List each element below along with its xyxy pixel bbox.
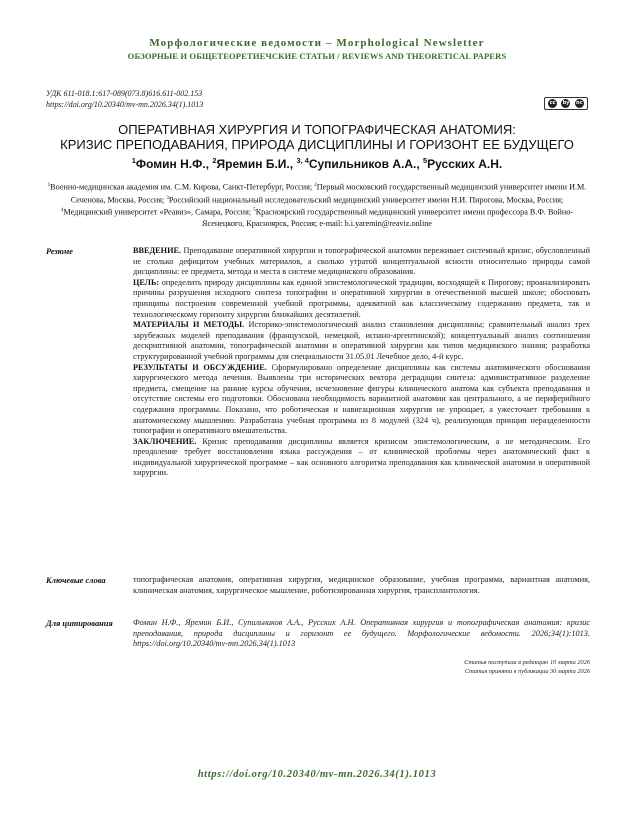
author: Фомин Н.Ф., [135, 157, 210, 171]
title-line-2: КРИЗИС ПРЕПОДАВАНИЯ, ПРИРОДА ДИСЦИПЛИНЫ И ГОРИЗОНТ ЕЕ БУДУЩЕГО [60, 137, 574, 152]
citation: Фомин Н.Ф., Яремин Б.И., Супильников А.А., Русских А.Н. Оперативная хирургия и топографическая анатомия: кризис преподавания, природа дисциплины и горизонт ее будущего. Морфологические ведомости. 2026;34(1):1013. https://doi.org/10.20340/mv-mn.2026.34(1).1013 [133, 618, 590, 649]
email[interactable]: e-mail: b.i.yaremin@reaviz.online [319, 219, 432, 229]
author: Супильников А.А., [308, 157, 420, 171]
article-title [30, 122, 604, 152]
cc-icon: cc [549, 100, 556, 106]
dates [300, 659, 590, 676]
keywords-label: Ключевые слова [46, 576, 106, 585]
abstract: ВВЕДЕНИЕ. Преподавание оперативной хирургии и топографической анатомии переживает системный кризис, обусловленный не столько дефицитом учебных материалов, а сколько утратой концептуальной ясности относительно природы самой дисциплины: ее предмета, метода и места в системе медицинского образования. ЦЕЛЬ: определить природу дисциплины как единой эпистемологической традиции, восходящей к Пирогову; проанализировать причины разрушения исходного синтеза топографии и оперативной хирургии в отечественной высшей школе; обосновать принципы построения современной учебной программы, адекватной как классическому содержанию предмета, так и технологическому горизонту хирургии ближайших десятилетий. МАТЕРИАЛЫ И МЕТОДЫ. Историко-эпистемологический анализ становления дисциплины; сравнительный анализ трех зарубежных моделей преподавания (французской, немецкой, испано-аргентинской); концептуальный анализ соотношения дескриптивной анатомии, топографической анатомии и оперативной хирургии как типов медицинского знания; разработка структурированной учебной программы для специальности 31.05.01 Лечебное дело, 4-й курс. РЕЗУЛЬТАТЫ И ОБСУЖДЕНИЕ. Сформулировано определение дисциплины как системы анатомического обоснования хирургического метода лечения. Выявлены три исторических вектора деградации синтеза: административное разделение предмета, смещение на ранние курсы обучения, исчезновение фигуры клинического анатома как субъекта преподавания и отсутствие системы его подготовки. Обоснована необходимость вариантной анатомии как центрального, а не периферийного содержания программы. Показано, что роботическая и навигационная хирургия не упрощает, а ужесточает требования к анатомическому мышлению. Разработана учебная программа из 8 модулей (324 ч), реализующая принцип неразделенности топографии и оперативного вмешательства. ЗАКЛЮЧЕНИЕ. Кризис преподавания дисциплины является кризисом эпистемологическим, а не методическим. Его преодоление требует восстановления языка рассуждения – от клинической проблемы через анатомический факт к индивидуальной хирургической программе – как основного алгоритма преподавания как клинической анатомии и оперативной хирургии. [133, 246, 591, 478]
authors: $^1$Фомин Н.Ф., $^2$Яремин Б.И., $^{3, 4}$Супильников А.А., $^5$Русских А.Н. [131, 156, 503, 171]
nc-icon: nc [576, 100, 583, 106]
journal-title: Морфологические ведомости – Morphological Newsletter [149, 37, 485, 49]
udk: УДК 611-018.1:617-089(073.8)616.611-002.153 [46, 89, 203, 98]
title-line-1: ОПЕРАТИВНАЯ ХИРУРГИЯ И ТОПОГРАФИЧЕСКАЯ АНАТОМИЯ: [118, 122, 516, 137]
journal-section: ОБЗОРНЫЕ И ОБЩЕТЕОРЕТИЕЧСКИЕ СТАТЬИ / REVIEWS AND THEORETICAL PAPERS [127, 51, 507, 61]
author: Яремин Б.И., [216, 157, 294, 171]
footer-doi[interactable]: https://doi.org/10.20340/mv-mn.2026.34(1).1013 [197, 769, 437, 780]
received-date: Статья поступила в редакцию 10 марта 2026 [464, 659, 590, 666]
by-icon: by [562, 100, 570, 106]
doi-line[interactable]: https://doi.org/10.20340/mv-mn.2026.34(1).1013 [46, 100, 204, 109]
affiliations: $^1$Военно-медицинская академия им. С.М. Кирова, Санкт-Петербург, Россия; $^2$Первый московский государственный медицинский университет имени И.М. Сеченова, Москва, Россия; $^3$Российский национальный исследовательский медицинский университет имени Н.И. Пирогова, Москва, Россия; $^4$Медицинский университет «Реавиз», Самара, Россия; $^5$Красноярский государственный медицинский университет имени профессора В.Ф. Войно-Ясенецкого, Красноярск, Россия; e-mail: b.i.yaremin@reaviz.online [47, 182, 587, 229]
cc-license-badge[interactable] [544, 97, 588, 110]
citation-label: Для цитирования [46, 619, 113, 628]
accepted-date: Статья принята к публикации 30 марта 2026 [464, 667, 590, 675]
keywords: топографическая анатомия, оперативная хирургия, медицинское образование, учебная программа, вариантная анатомия, клиническая анатомия, хирургическое мышление, роботизированная хирургия, трансплантология. [133, 575, 590, 595]
abstract-label: Резюме [46, 247, 73, 256]
author: Русских А.Н. [427, 157, 503, 171]
